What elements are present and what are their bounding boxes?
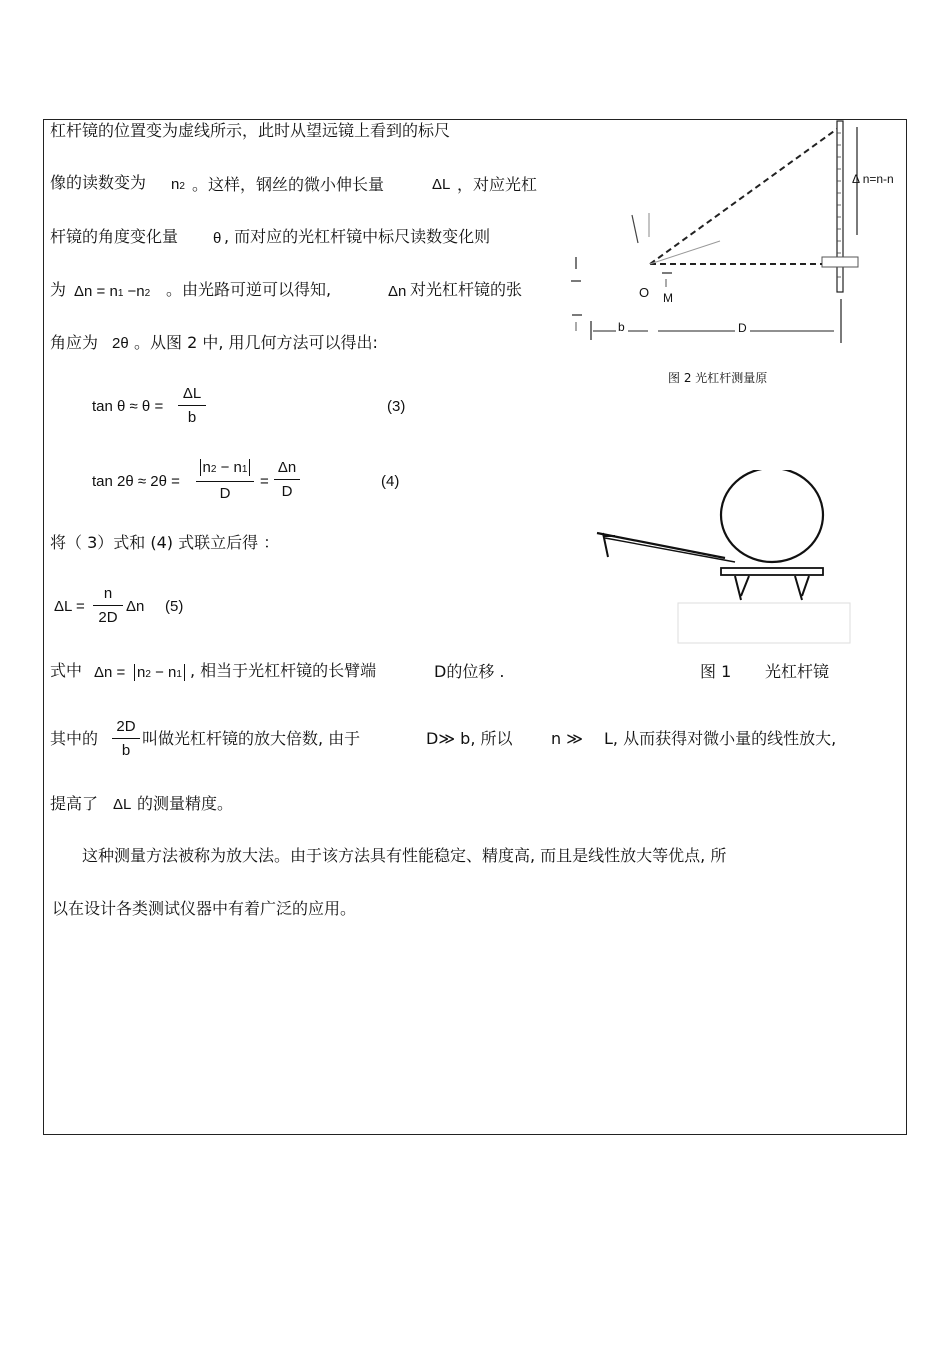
mirror-disc (721, 470, 823, 562)
eq4-abs-sub-a: 2 (210, 464, 217, 475)
text-line-2-c: ，对应光杠 (457, 175, 538, 194)
amp-text-d: n ≫ (551, 729, 583, 748)
improve-text-b: 的测量精度。 (137, 794, 234, 813)
eq5-numerator: n (93, 585, 123, 606)
text-line-3-a: 杆镜的角度变化量 (50, 227, 179, 246)
symbol-delta-n: Δn (388, 283, 407, 300)
stand-block (678, 603, 850, 643)
ray-dashed-upper (650, 129, 837, 264)
amp-text-a: 其中的 (50, 729, 99, 748)
base-leg-left (735, 576, 749, 600)
eq4-abs-sub-b: 1 (241, 464, 248, 475)
delta-n-eq-sub1: 1 (117, 288, 124, 299)
improve-delta-l: ΔL (113, 796, 132, 813)
where-abs-mid: − n (150, 664, 177, 681)
amp-text-c: D≫ b, 所以 (426, 729, 513, 748)
mirror-original (632, 215, 638, 243)
base-leg-right (795, 576, 809, 600)
eq3-numerator: ΔL (178, 385, 206, 406)
eq4-lhs: tan 2θ ≈ 2θ = (92, 473, 180, 490)
eq5-fraction (93, 585, 123, 627)
eq5-rhs: Δn (126, 598, 145, 615)
eq5-lhs: ΔL = (54, 598, 85, 615)
text-line-4-c: 对光杠杆镜的张 (410, 280, 523, 299)
eq4-denominator-2: D (281, 483, 293, 500)
delta-n-eq-mid: −n (123, 283, 145, 300)
dim-d-label: D (738, 321, 747, 335)
amp-numerator: 2D (112, 718, 140, 739)
text-line-3-b: , 而对应的光杠杆镜中标尺读数变化则 (224, 227, 491, 246)
symbol-2theta: 2θ (112, 335, 129, 352)
lever-arm-top (597, 533, 725, 558)
eq4-numerator-1 (196, 459, 254, 482)
delta-n-eq-base: Δn = n (74, 283, 118, 300)
dim-b-label: b (618, 320, 625, 334)
eq3-lhs: tan θ ≈ θ = (92, 398, 164, 415)
closing-line-2: 以在设计各类测试仪器中有着广泛的应用。 (52, 899, 357, 918)
text-line-4-a: 为 (50, 280, 67, 299)
text-line-2-a: 像的读数变为 (50, 173, 147, 192)
mirror-tilted (650, 241, 720, 264)
text-line-5-b: 。从图 2 中, 用几何方法可以得出: (134, 333, 378, 352)
symbol-n2-sub: 2 (179, 181, 185, 192)
where-text-c: D的位移 . (434, 662, 505, 681)
figure-1-diagram (595, 470, 860, 650)
where-abs (134, 664, 185, 684)
eq4-label: (4) (381, 473, 400, 490)
eq4-fraction-2 (274, 459, 300, 501)
text-line-5-a: 角应为 (50, 333, 99, 352)
figure-2-caption: 图 2 光杠杆测量原 (668, 371, 768, 385)
eq4-denominator-1: D (219, 485, 231, 502)
where-text-a: 式中 (50, 661, 83, 680)
eq3-label: (3) (387, 398, 406, 415)
where-abs-bars (134, 664, 185, 681)
eq4-numerator-2: Δn (274, 459, 300, 480)
eq4-equals: = (260, 473, 269, 490)
closing-line-1: 这种测量方法被称为放大法。由于该方法具有性能稳定、精度高, 而且是线性放大等优点, 所 (82, 846, 727, 865)
figure-1-caption-a: 图 1 (700, 662, 732, 681)
symbol-delta-n-eq (74, 283, 150, 303)
symbol-theta: θ (213, 230, 222, 247)
eq3-fraction (178, 385, 206, 427)
where-text-b: , 相当于光杠杆镜的长臂端 (190, 661, 377, 680)
text-line-4-b: 。由光路可逆可以得知, (166, 280, 332, 299)
telescope (822, 257, 858, 267)
combine-text: 将（ 3）式和 (4) 式联立后得 ： (50, 533, 280, 552)
figure-2-diagram (560, 115, 905, 395)
eq5-denominator: 2D (98, 609, 118, 626)
point-m-label: M (663, 291, 673, 305)
eq5-label: (5) (165, 598, 184, 615)
where-abs-a: n (137, 664, 146, 681)
symbol-delta-l: ΔL (432, 176, 451, 193)
amp-denominator: b (121, 742, 131, 759)
improve-text-a: 提高了 (50, 794, 99, 813)
amp-text-e: L, 从而获得对微小量的线性放大, (604, 729, 837, 748)
eq4-fraction-1 (196, 459, 254, 503)
symbol-n2-base: n (171, 176, 180, 193)
eq3-denominator: b (187, 409, 197, 426)
where-abs-sub-b: 1 (176, 669, 182, 680)
amp-fraction (112, 718, 140, 760)
base-plate (721, 568, 823, 575)
delta-n-eq-sub2: 2 (144, 288, 151, 299)
point-o-label: O (639, 285, 650, 300)
lever-arm-bottom (605, 538, 735, 562)
lever-front-foot (603, 533, 615, 557)
symbol-n2 (171, 176, 185, 196)
where-abs-sub-a: 2 (145, 669, 151, 680)
text-line-1: 杠杆镜的位置变为虚线所示，此时从望远镜上看到的标尺 (50, 121, 451, 140)
figure-1-caption-b: 光杠杆镜 (765, 662, 830, 681)
amp-text-b: 叫做光杠杆镜的放大倍数, 由于 (142, 729, 361, 748)
eq4-abs-mid: − n (216, 459, 242, 476)
delta-n-label: Δ n=n-n (852, 172, 894, 186)
where-delta-n: Δn = (94, 664, 126, 681)
text-line-2-b: 。这样，钢丝的微小伸长量 (192, 175, 385, 194)
eq4-abs-a: n (202, 459, 211, 476)
eq4-abs (200, 459, 251, 476)
